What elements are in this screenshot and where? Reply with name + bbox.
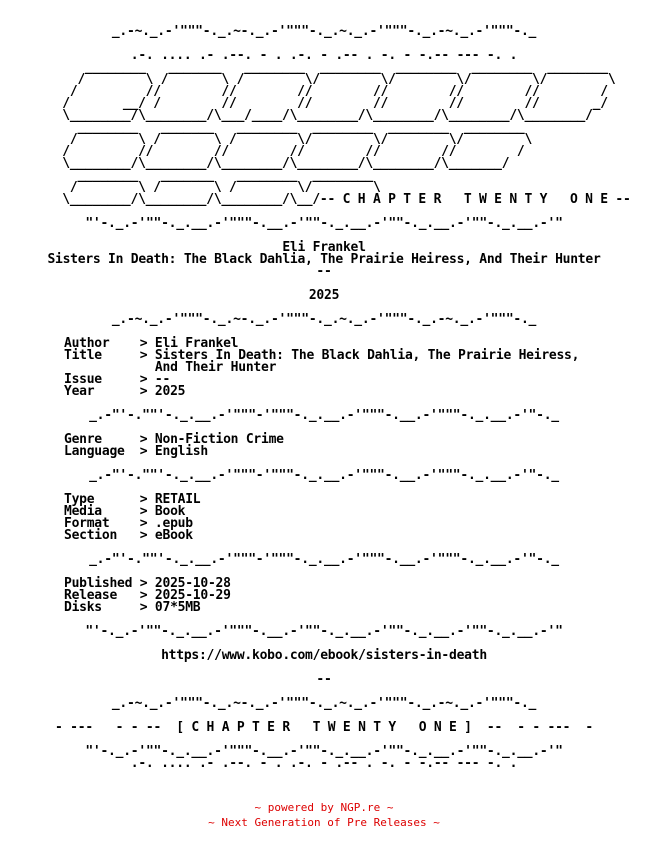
powered-by-text: ~ powered by NGP.re ~ <box>254 801 394 814</box>
field-continuation: And Their Hunter <box>64 360 277 375</box>
ascii-logo-line: / \ / \ / \/ \/ \/ \ <box>32 132 533 147</box>
nfo-document <box>0 14 648 770</box>
field-media: Media > Book <box>64 504 186 519</box>
ascii-short-wave: _.-"'-.""'-._.__.-'"""-'"""-._.__.-'"""-.__.-'"""-._.__.-'"-._ <box>89 468 559 483</box>
url-note: -- <box>316 672 332 687</box>
field-genre: Genre > Non-Fiction Crime <box>64 432 284 447</box>
ascii-logo-line: / \ / \ / \/ \/ \/ \/ \ <box>32 72 616 87</box>
field-release: Release > 2025-10-29 <box>64 588 231 603</box>
ascii-dots-line: .-. .... .- .--. - . .-. - .-- . -. - -.-- --- -. . <box>130 48 518 63</box>
ascii-logo-tagline-line: \________/\________/\________/\__/-- C H A P T E R T W E N T Y O N E -- <box>32 192 631 207</box>
ascii-logo-line: / \ / \ / \/ \ <box>32 180 381 195</box>
ascii-short-wave: _.-"'-.""'-._.__.-'"""-'"""-._.__.-'"""-.__.-'"""-._.__.-'"-._ <box>89 552 559 567</box>
ascii-border: _.-~._.-'"""-._.~-._.-'"""-._.~._.-'"""-._.-~._.-'"""-._ <box>111 696 537 711</box>
ascii-logo-line: ________ _______ ________ ________ <box>32 168 373 183</box>
ascii-logo-line: / // // // // // / <box>32 144 525 159</box>
header-author: Eli Frankel <box>282 240 366 255</box>
header-issue: -- <box>316 264 332 279</box>
ascii-dots-line: .-. .... .- .--. - . .-. - .-- . -. - -.-- --- -. . <box>130 756 518 771</box>
header-year: 2025 <box>308 288 340 303</box>
ascii-wave-line: "'-._.-'""-._.__.-'"""-.__.-'""-._.__.-'""-._.__.-'""-._.__.-'" <box>85 216 563 231</box>
ascii-logo-line: / __/ / // // // // // _/ <box>32 96 608 111</box>
field-type: Type > RETAIL <box>64 492 201 507</box>
field-year: Year > 2025 <box>64 384 186 399</box>
field-title: Title > Sisters In Death: The Black Dahlia, The Prairie Heiress, <box>64 348 580 363</box>
field-author: Author > Eli Frankel <box>64 336 239 351</box>
ascii-logo-line: / // // // // // // / <box>32 84 608 99</box>
release-group-tagline: ~ Next Generation of Pre Releases ~ <box>208 816 440 829</box>
field-format: Format > .epub <box>64 516 193 531</box>
ascii-logo-line: \________/\________/\___/____/\________/\________/\________/\________/ <box>32 108 593 123</box>
header-title: Sisters In Death: The Black Dahlia, The Prairie Heiress, And Their Hunter <box>47 252 601 267</box>
field-disks: Disks > 07*5MB <box>64 600 201 615</box>
field-published: Published > 2025-10-28 <box>64 576 231 591</box>
ascii-wave-line: "'-._.-'""-._.__.-'"""-.__.-'""-._.__.-'""-._.__.-'""-._.__.-'" <box>85 744 563 759</box>
ascii-border: _.-~._.-'"""-._.~-._.-'"""-._.~._.-'"""-._.-~._.-'"""-._ <box>111 312 537 327</box>
ascii-logo-line: ________ _______ ________ ________ ________ ________ <box>32 120 525 135</box>
chapter-banner: - --- - - -- [ C H A P T E R T W E N T Y O N E ] -- - - --- - <box>55 720 593 735</box>
ascii-logo-line: ________ _______ ________ ________ ________ ________ ________ <box>32 60 608 75</box>
field-issue: Issue > -- <box>64 372 171 387</box>
field-language: Language > English <box>64 444 208 459</box>
footer <box>0 800 648 830</box>
field-section: Section > eBook <box>64 528 193 543</box>
ascii-top-border: _.-~._.-'"""-._.~-._.-'"""-._.~._.-'"""-._.-~._.-'"""-._ <box>111 24 537 39</box>
ascii-wave-line: "'-._.-'""-._.__.-'"""-.__.-'""-._.__.-'""-._.__.-'""-._.__.-'" <box>85 624 563 639</box>
ascii-logo-line: \________/\________/\________/\________/\________/\_______/ <box>32 156 510 171</box>
ascii-short-wave: _.-"'-.""'-._.__.-'"""-'"""-._.__.-'"""-.__.-'"""-._.__.-'"-._ <box>89 408 559 423</box>
source-url: https://www.kobo.com/ebook/sisters-in-death <box>161 648 487 663</box>
